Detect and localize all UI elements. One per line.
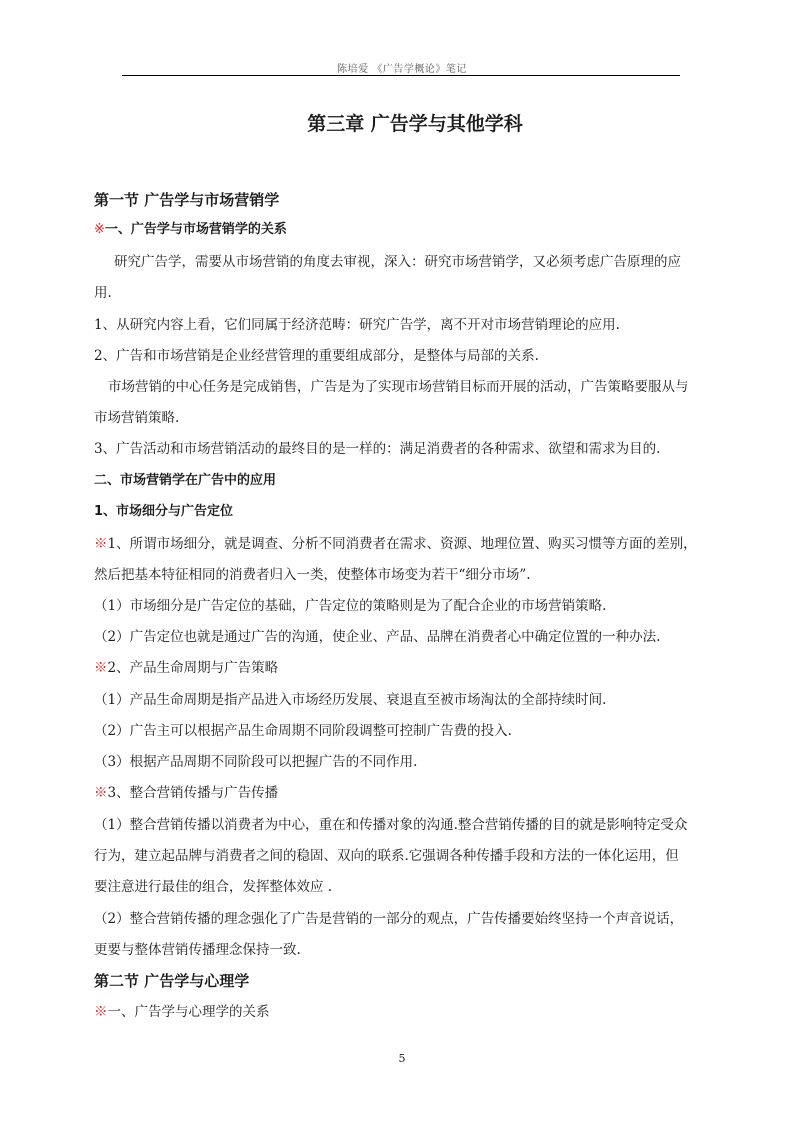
paragraph-line: [94, 846, 679, 866]
line-text: 然后把基本特征相同的消费者归入一类，使整体市场变为若干“细分市场”.: [94, 567, 531, 583]
subsection-heading: [94, 502, 233, 522]
line-text: 1、所谓市场细分，就是调查、分析不同消费者在需求、资源、地理位置、购买习惯等方面的差别，: [107, 536, 697, 552]
line-text: 要注意进行最佳的组合，发挥整体效应 .: [94, 879, 333, 895]
line-text: 2、广告和市场营销是企业经营管理的重要组成部分，是整体与局部的关系.: [94, 348, 539, 364]
paragraph-line: [94, 596, 606, 616]
paragraph-line: [94, 940, 301, 960]
paragraph-line: [94, 346, 539, 366]
line-text: （2）广告定位也就是通过广告的沟通，使企业、产品、品牌在消费者心中确定位置的一种办法.: [94, 629, 661, 645]
paragraph-line: [94, 752, 417, 772]
line-text: （2）广告主可以根据产品生命周期不同阶段调整可控制广告费的投入.: [94, 723, 512, 739]
line-text: 2、产品生命周期与广告策略: [107, 660, 279, 676]
section-heading: [94, 971, 249, 991]
key-point-marker: ※: [94, 222, 105, 237]
paragraph-line: [114, 252, 681, 272]
line-text: 用.: [94, 285, 112, 301]
line-text: 第一节 广告学与市场营销学: [94, 191, 280, 209]
line-text: 市场营销策略.: [94, 410, 180, 426]
paragraph-line: [94, 534, 697, 554]
key-point-marker: ※: [94, 785, 108, 801]
paragraph-line: [94, 283, 112, 303]
line-text: 1、从研究内容上看，它们同属于经济范畴：研究广告学，离不开对市场营销理论的应用.: [94, 317, 620, 333]
line-text: 更要与整体营销传播理念保持一致.: [94, 942, 301, 958]
key-point-marker: ※: [94, 1004, 108, 1020]
line-text: 行为，建立起品牌与消费者之间的稳固、双向的联系.它强调各种传播手段和方法的一体化运用，但: [94, 848, 679, 864]
subsection-heading: [94, 220, 287, 240]
line-text: 3、整合营销传播与广告传播: [107, 785, 279, 801]
running-header: 陈培爱 《广告学概论》笔记: [337, 64, 467, 75]
paragraph-line: [94, 783, 278, 803]
header-divider: [122, 75, 680, 76]
line-text: 一、广告学与市场营销学的关系: [104, 222, 287, 237]
line-text: 市场营销的中心任务是完成销售，广告是为了实现市场营销目标而开展的活动，广告策略要服从与: [108, 379, 689, 395]
line-text: 1、市场细分与广告定位: [94, 504, 234, 519]
section-heading: [94, 190, 279, 210]
paragraph-line: [94, 627, 660, 647]
paragraph-line: [108, 377, 689, 397]
line-text: （1）产品生命周期是指产品进入市场经历发展、衰退直至被市场淘汰的全部持续时间.: [94, 692, 607, 708]
line-text: 二、市场营销学在广告中的应用: [94, 473, 277, 488]
line-text: 研究广告学，需要从市场营销的角度去审视，深入：研究市场营销学，又必须考虑广告原理的应: [114, 254, 681, 270]
key-point-marker: ※: [94, 660, 108, 676]
paragraph-line: [94, 565, 531, 585]
line-text: （3）根据产品周期不同阶段可以把握广告的不同作用.: [94, 754, 418, 770]
line-text: 3、广告活动和市场营销活动的最终目的是一样的：满足消费者的各种需求、欲望和需求为目的.: [94, 441, 661, 457]
line-text: （1）整合营销传播以消费者为中心，重在和传播对象的沟通.整合营销传播的目的就是影响特定受众: [94, 817, 688, 833]
page-number: 5: [398, 1052, 406, 1065]
paragraph-line: [94, 408, 179, 428]
paragraph-line: [94, 690, 606, 710]
line-text: （1）市场细分是广告定位的基础，广告定位的策略则是为了配合企业的市场营销策略.: [94, 598, 607, 614]
paragraph-line: [94, 1002, 270, 1022]
subsection-heading: [94, 471, 276, 491]
key-point-marker: ※: [94, 536, 108, 552]
paragraph-line: [94, 721, 512, 741]
paragraph-line: [94, 815, 687, 835]
paragraph-line: [94, 439, 660, 459]
chapter-title: 第三章 广告学与其他学科: [307, 113, 523, 135]
line-text: 一、广告学与心理学的关系: [107, 1004, 270, 1020]
paragraph-line: [94, 658, 278, 678]
paragraph-line: [94, 877, 332, 897]
paragraph-line: [94, 909, 683, 929]
line-text: （2）整合营销传播的理念强化了广告是营销的一部分的观点，广告传播要始终坚持一个声音说话，: [94, 911, 684, 927]
paragraph-line: [94, 315, 620, 335]
line-text: 第二节 广告学与心理学: [94, 972, 250, 990]
